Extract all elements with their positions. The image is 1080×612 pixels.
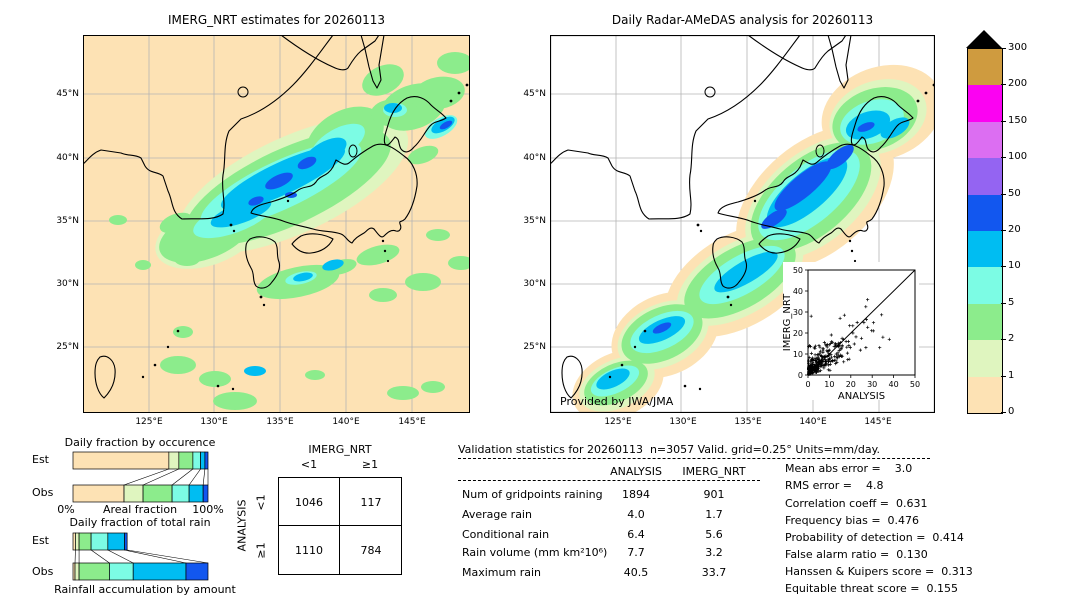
colorbar-tick-mark — [1001, 157, 1006, 158]
svg-text:20: 20 — [845, 380, 856, 389]
scatter-inset — [783, 262, 919, 400]
colorbar-tick-mark — [1001, 412, 1006, 413]
colorbar-tick-mark — [1001, 48, 1006, 49]
left-map-xtick: 135°E — [266, 417, 294, 427]
contingency-row-header: ANALYSIS — [235, 499, 249, 552]
left-map-xtick: 140°E — [332, 417, 360, 427]
colorbar-segment — [968, 377, 1002, 413]
svg-text:10: 10 — [792, 350, 803, 359]
colorbar-over-triangle — [966, 30, 1002, 48]
stats-col-imerg: IMERG_NRT — [682, 465, 746, 478]
amount-est-label: Est — [32, 534, 49, 547]
left-map-ytick: 40°N — [56, 153, 79, 163]
colorbar-tick-label: 1 — [1008, 369, 1015, 381]
stats-title-underline — [458, 458, 930, 459]
svg-text:30: 30 — [867, 380, 878, 389]
contingency-col-label-lt1: <1 — [300, 458, 318, 471]
stats-row-analysis-value: 6.4 — [627, 528, 645, 541]
colorbar — [967, 48, 1003, 414]
colorbar-tick-mark — [1001, 194, 1006, 195]
svg-text:20: 20 — [792, 329, 803, 338]
svg-text:IMERG_NRT: IMERG_NRT — [782, 293, 793, 352]
contingency-col-divider — [339, 478, 340, 574]
svg-text:0: 0 — [805, 380, 811, 389]
colorbar-tick-mark — [1001, 339, 1006, 340]
left-map-ytick: 35°N — [56, 216, 79, 226]
occurrence-x100-label: 100% — [192, 503, 224, 516]
colorbar-tick-label: 50 — [1008, 187, 1021, 199]
colorbar-tick-label: 10 — [1008, 260, 1021, 272]
svg-text:0: 0 — [797, 371, 803, 380]
contingency-cell-hit: 784 — [360, 544, 382, 557]
score-line: Mean abs error = 3.0 — [785, 462, 913, 475]
occurrence-title: Daily fraction by occurence — [64, 436, 216, 449]
occurrence-x0-label: 0% — [57, 503, 75, 516]
left-map-ytick: 45°N — [56, 89, 79, 99]
stats-row-analysis-value: 1894 — [622, 488, 650, 501]
occurrence-obs-label: Obs — [32, 486, 54, 499]
left-map-ytick: 30°N — [56, 279, 79, 289]
left-map-ytick: 25°N — [56, 342, 79, 352]
occurrence-est-label: Est — [32, 453, 49, 466]
contingency-row-divider — [279, 525, 401, 526]
colorbar-tick-label: 200 — [1008, 78, 1028, 90]
colorbar-segment — [968, 49, 1002, 85]
colorbar-segment — [968, 122, 1002, 158]
contingency-row-label-lt1: <1 — [254, 494, 268, 511]
score-line: Equitable threat score = 0.155 — [785, 582, 958, 595]
stats-row-label: Rain volume (mm km²10⁶) — [462, 546, 608, 559]
colorbar-tick-label: 2 — [1008, 333, 1015, 345]
colorbar-segment — [968, 158, 1002, 194]
left-map-xtick: 145°E — [398, 417, 426, 427]
colorbar-segment — [968, 267, 1002, 303]
svg-text:10: 10 — [824, 380, 835, 389]
colorbar-tick-mark — [1001, 376, 1006, 377]
colorbar-tick-mark — [1001, 266, 1006, 267]
amount-caption: Rainfall accumulation by amount — [54, 583, 236, 596]
contingency-cell-miss: 1110 — [295, 544, 323, 557]
stats-row-imerg-value: 3.2 — [705, 546, 723, 559]
score-line: Hanssen & Kuipers score = 0.313 — [785, 565, 973, 578]
stats-title: Validation statistics for 20260113 n=3057 Valid. grid=0.25° Units=mm/day. — [458, 443, 881, 456]
score-line: RMS error = 4.8 — [785, 479, 884, 492]
right-map-ytick: 40°N — [523, 153, 546, 163]
left-map-xtick: 125°E — [135, 417, 163, 427]
colorbar-tick-label: 0 — [1008, 406, 1015, 417]
occurrence-xlabel: Areal fraction — [102, 503, 178, 516]
fraction-bars — [55, 440, 215, 590]
colorbar-tick-mark — [1001, 121, 1006, 122]
amount-obs-label: Obs — [32, 565, 54, 578]
score-line: Probability of detection = 0.414 — [785, 531, 964, 544]
svg-text:40: 40 — [792, 287, 803, 296]
stats-row-imerg-value: 1.7 — [705, 508, 723, 521]
right-map-xtick: 135°E — [734, 417, 762, 427]
stats-col-analysis: ANALYSIS — [610, 465, 662, 478]
stats-row-imerg-value: 33.7 — [701, 566, 727, 579]
svg-text:ANALYSIS: ANALYSIS — [837, 391, 886, 402]
stats-row-analysis-value: 4.0 — [627, 508, 645, 521]
right-map-xtick: 130°E — [669, 417, 697, 427]
right-map-ytick: 35°N — [523, 216, 546, 226]
score-line: Frequency bias = 0.476 — [785, 514, 920, 527]
contingency-row-label-ge1: ≥1 — [254, 542, 268, 559]
colorbar-segment — [968, 304, 1002, 340]
colorbar-tick-label: 5 — [1008, 296, 1015, 308]
svg-text:50: 50 — [909, 380, 921, 389]
svg-text:50: 50 — [792, 266, 803, 275]
contingency-col-header: IMERG_NRT — [308, 443, 372, 456]
svg-text:40: 40 — [888, 380, 899, 389]
colorbar-tick-label: 150 — [1008, 114, 1028, 126]
colorbar-tick-mark — [1001, 84, 1006, 85]
right-map-xtick: 145°E — [864, 417, 892, 427]
left-map-xtick: 130°E — [200, 417, 228, 427]
score-line: False alarm ratio = 0.130 — [785, 548, 928, 561]
right-map-ytick: 45°N — [523, 89, 546, 99]
contingency-box — [278, 477, 402, 575]
stats-row-label: Average rain — [462, 508, 532, 521]
right-map-xtick: 140°E — [799, 417, 827, 427]
stats-row-label: Conditional rain — [462, 528, 550, 541]
contingency-cell-hit-none: 1046 — [295, 496, 323, 509]
credit-text: Provided by JWA/JMA — [560, 395, 674, 408]
stats-row-imerg-value: 901 — [703, 488, 725, 501]
left-map-title: IMERG_NRT estimates for 20260113 — [168, 13, 385, 27]
colorbar-segment — [968, 340, 1002, 376]
right-map-ytick: 25°N — [523, 342, 546, 352]
colorbar-tick-label: 20 — [1008, 224, 1021, 235]
stats-row-imerg-value: 5.6 — [705, 528, 723, 541]
right-map-title: Daily Radar-AMeDAS analysis for 20260113 — [611, 13, 874, 27]
stats-row-analysis-value: 7.7 — [627, 546, 645, 559]
svg-text:30: 30 — [792, 308, 803, 317]
right-map-ytick: 30°N — [523, 279, 546, 289]
stats-row-label: Num of gridpoints raining — [462, 488, 603, 501]
contingency-col-label-ge1: ≥1 — [361, 458, 379, 471]
stats-header-underline — [458, 480, 760, 481]
amount-title: Daily fraction of total rain — [69, 516, 211, 529]
colorbar-tick-label: 300 — [1008, 42, 1028, 53]
right-map-xtick: 125°E — [604, 417, 632, 427]
stats-row-analysis-value: 40.5 — [623, 566, 649, 579]
colorbar-tick-label: 100 — [1008, 151, 1028, 163]
contingency-cell-false-alarm: 117 — [360, 496, 382, 509]
left-map — [83, 35, 470, 413]
score-line: Correlation coeff = 0.631 — [785, 497, 928, 510]
stats-row-label: Maximum rain — [462, 566, 541, 579]
colorbar-tick-mark — [1001, 230, 1006, 231]
colorbar-segment — [968, 85, 1002, 121]
colorbar-segment — [968, 195, 1002, 231]
colorbar-segment — [968, 231, 1002, 267]
colorbar-tick-mark — [1001, 303, 1006, 304]
